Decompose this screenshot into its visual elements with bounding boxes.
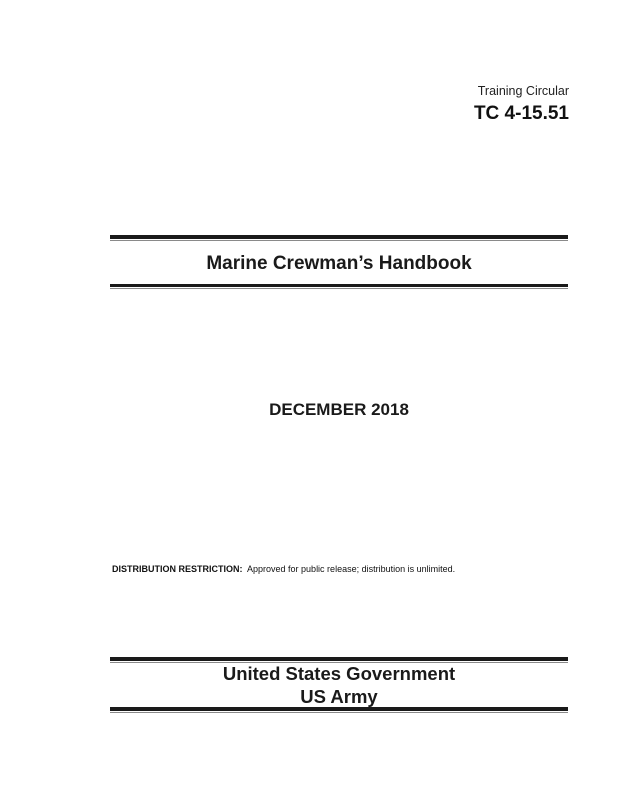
publication-date: DECEMBER 2018 xyxy=(269,400,409,419)
distribution-text: Approved for public release; distribution is unlimited. xyxy=(247,564,456,574)
circular-type-label: Training Circular xyxy=(477,84,569,98)
distribution-restriction xyxy=(112,564,455,574)
title-bottom-rule xyxy=(110,284,568,289)
circular-number: TC 4-15.51 xyxy=(473,103,569,124)
organization-line-2: US Army xyxy=(300,686,378,707)
document-title: Marine Crewman’s Handbook xyxy=(206,253,472,274)
title-top-rule xyxy=(110,235,568,241)
distribution-label: DISTRIBUTION RESTRICTION: xyxy=(112,564,243,574)
org-bottom-rule xyxy=(110,707,568,713)
organization-line-1: United States Government xyxy=(222,663,456,684)
